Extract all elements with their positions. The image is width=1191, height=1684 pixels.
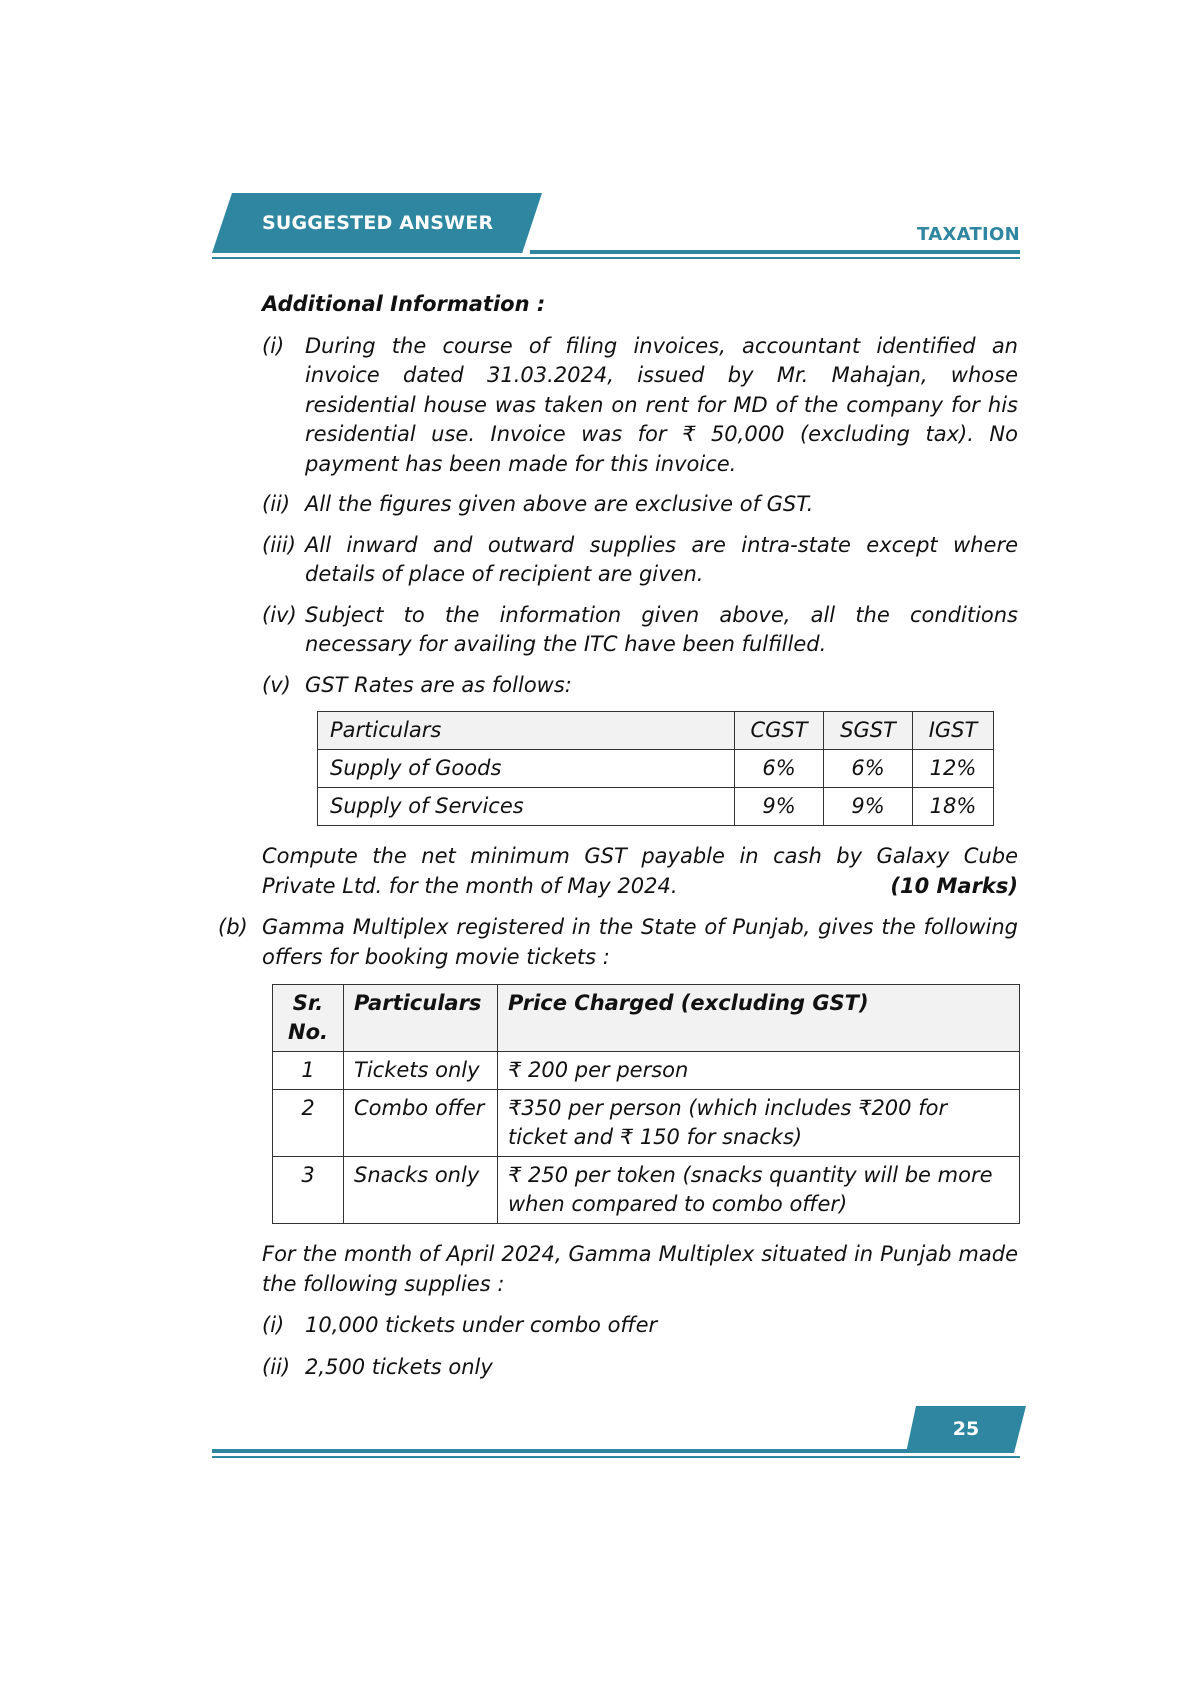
item-text: 2,500 tickets only [305,1354,493,1379]
table-row [273,1157,1020,1224]
item-number: (v) [262,672,291,697]
table-header-cell: Price Charged (excluding GST) [498,985,1020,1052]
item-text: 10,000 tickets under combo offer [305,1313,658,1337]
table-cell: ₹ 250 per token (snacks quantity will be more when compared to combo offer) [498,1157,1020,1224]
table-header-cell: SGST [824,712,913,750]
table-cell: 2 [273,1090,344,1157]
offers-table [272,984,1020,1224]
question-b [218,913,1018,972]
item-number: (i) [262,1313,285,1337]
section-label: SUGGESTED ANSWER [262,212,494,234]
table-cell: Supply of Goods [318,750,735,788]
item-number: (ii) [262,1354,291,1379]
footer-rule-thin [212,1456,1020,1458]
supply-item [262,1311,1018,1341]
info-item [262,490,1018,520]
table-cell: Combo offer [344,1090,498,1157]
item-text: GST Rates are as follows: [305,672,572,697]
table-cell: ₹ 200 per person [498,1052,1020,1090]
question-a-prompt [262,842,1018,901]
question-text: Gamma Multiplex registered in the State of Punjab, gives the following offers for booking movie tickets : [262,915,1018,969]
table-cell: 1 [273,1052,344,1090]
table-cell: 6% [735,750,824,788]
table-header-row [273,985,1020,1052]
table-cell: Snacks only [344,1157,498,1224]
item-text: All the figures given above are exclusive of GST. [305,492,814,516]
table-cell: 6% [824,750,913,788]
table-row [318,788,994,826]
table-cell: 12% [913,750,994,788]
table-header-cell: Particulars [318,712,735,750]
item-text: During the course of filing invoices, accountant identified an invoice dated 31.03.2024, issued by Mr. Mahajan, whose residential house was taken on rent for MD of the company for his residential use. Invoice was for ₹ 50,000 (excluding tax). No payment has been made for this invoice. [305,333,1018,476]
header-rule [530,250,1020,254]
table-cell: ₹350 per person (which includes ₹200 for ticket and ₹ 150 for snacks) [498,1090,1020,1157]
table-cell: Tickets only [344,1052,498,1090]
item-text: All inward and outward supplies are intra-state except where details of place of recipient are given. [305,532,1018,586]
supply-item [262,1353,1018,1383]
question-number: (b) [218,915,248,939]
gst-rates-table [317,711,994,826]
info-item [262,332,1018,480]
item-number: (i) [262,333,285,358]
table-header-cell: CGST [735,712,824,750]
table-cell: Supply of Services [318,788,735,826]
footer-rule [212,1449,908,1453]
table-cell: 9% [824,788,913,826]
page-content [218,290,1018,1394]
page-number: 25 [952,1418,980,1440]
table-cell: 18% [913,788,994,826]
subject-title: TAXATION [917,224,1020,245]
table-header-cell: IGST [913,712,994,750]
table-header-cell: Particulars [344,985,498,1052]
header-rule-thin [212,257,1020,259]
item-number: (iii) [262,532,296,557]
additional-info-heading: Additional Information : [262,292,546,316]
item-text: Subject to the information given above, all the conditions necessary for availing the ITC have been fulfilled. [305,602,1018,656]
info-item [262,601,1018,660]
table-cell: 3 [273,1157,344,1224]
info-item [262,531,1018,590]
table-row [273,1090,1020,1157]
table-row [318,750,994,788]
marks-label: (10 Marks) [890,873,1018,898]
supplies-intro: For the month of April 2024, Gamma Multiplex situated in Punjab made the following supplies : [262,1242,1018,1296]
table-row [273,1052,1020,1090]
info-item [262,671,1018,701]
table-cell: 9% [735,788,824,826]
prompt-text: Compute the net minimum GST payable in cash by Galaxy Cube Private Ltd. for the month of May 2024. [262,844,1018,898]
item-number: (iv) [262,602,297,627]
supplies-list [262,1311,1018,1382]
table-header-row [318,712,994,750]
table-header-cell: Sr. No. [273,985,344,1052]
item-number: (ii) [262,492,291,516]
